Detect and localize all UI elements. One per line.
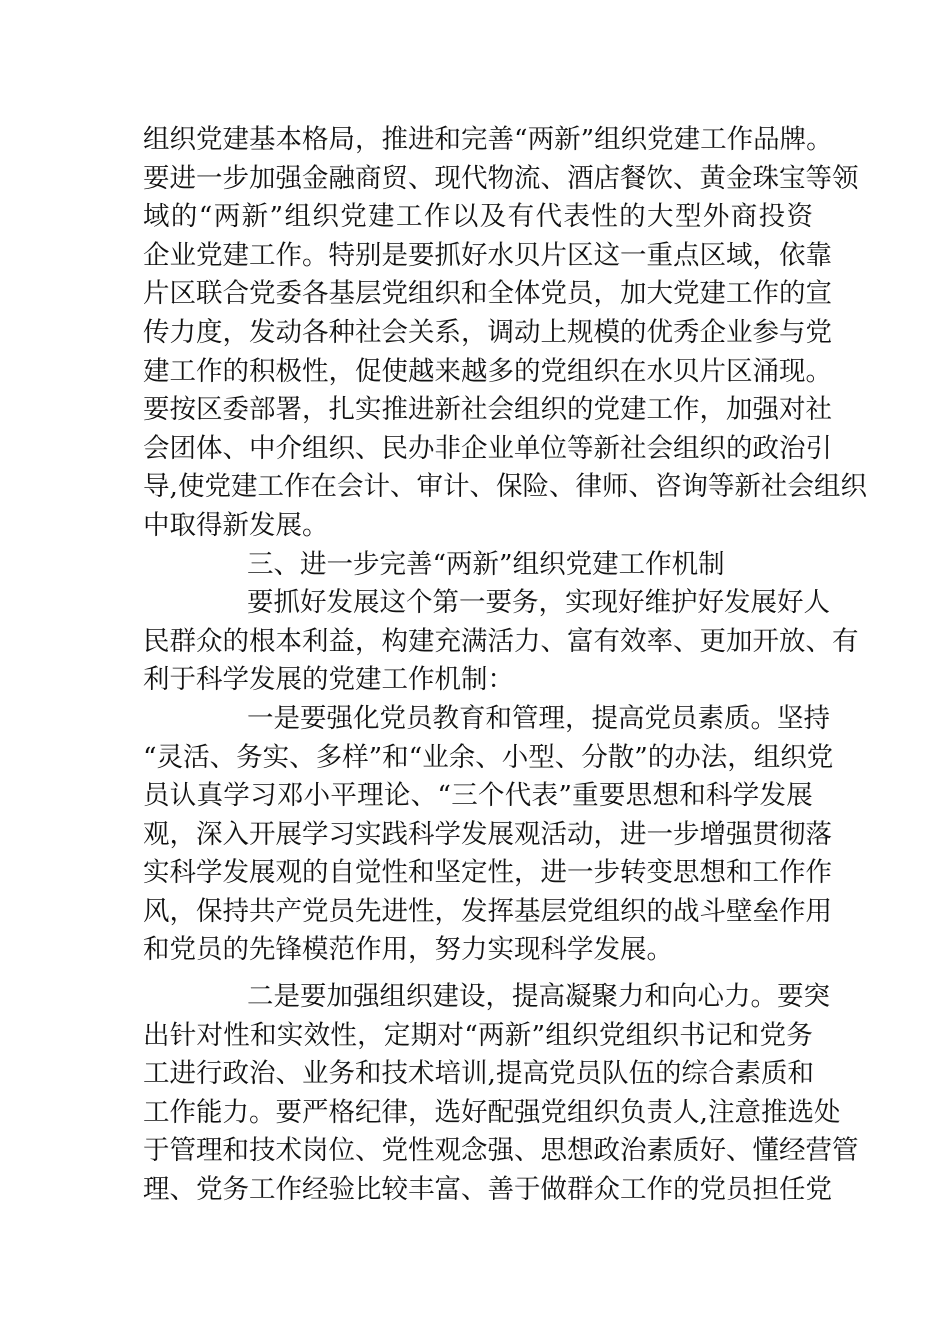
body-line: 要 按 区 委 部 署 ， 扎 实 推 进 新 社 会 组 织 的 党 建 工 作 ， 加 强 对 社 xyxy=(143,394,832,426)
paragraph-first-line: 一是要强化党员教育和管理，提高党员素质。坚持 xyxy=(247,702,830,734)
body-line: 利于科学发展的党建工作机制： xyxy=(143,664,514,696)
section-heading: 三、进一步完善“两新”组织党建工作机制 xyxy=(247,548,725,580)
body-line: 建 工 作 的 积 极 性 ， 促 使 越 来 越 多 的 党 组 织 在 水 贝 片 区 涌 现 。 xyxy=(143,355,832,387)
body-line: 片 区 联 合 党 委 各 基 层 党 组 织 和 全 体 党 员 ， 加 大 党 建 工 作 的 宣 xyxy=(143,278,832,310)
body-line: 工 作 能 力 。 要 严 格 纪 律 ， 选 好 配 强 党 组 织 负 责 人 , 注 意 推 选 处 xyxy=(143,1096,841,1128)
body-line: 民 群 众 的 根 本 利 益 ， 构 建 充 满 活 力 、 富 有 效 率 、 更 加 开 放 、 有 xyxy=(143,625,859,657)
body-line: 理 、 党 务 工 作 经 验 比 较 丰 富 、 善 于 做 群 众 工 作 的 党 员 担 任 党 xyxy=(143,1174,832,1206)
paragraph-gap xyxy=(143,970,813,978)
body-line: 域 的 “ 两 新 ” 组 织 党 建 工 作 以 及 有 代 表 性 的 大 型 外 商 投 资 xyxy=(143,201,813,233)
body-line: 于 管 理 和 技 术 岗 位 、 党 性 观 念 强 、 思 想 政 治 素 质 好 、 懂 经 营 管 xyxy=(143,1135,859,1167)
body-line: 要 进 一 步 加 强 金 融 商 贸 、 现 代 物 流 、 酒 店 餐 饮 、 黄 金 珠 宝 等 领 xyxy=(143,162,859,194)
body-line: 实 科 学 发 展 观 的 自 觉 性 和 坚 定 性 ， 进 一 步 转 变 思 想 和 工 作 作 xyxy=(143,857,832,889)
body-line: 会 团 体 、 中 介 组 织 、 民 办 非 企 业 单 位 等 新 社 会 组 织 的 政 治 引 xyxy=(143,432,832,464)
body-line: 中取得新发展。 xyxy=(143,509,329,541)
paragraph-first-line: 要抓好发展这个第一要务，实现好维护好发展好人 xyxy=(247,587,830,619)
body-line: 传 力 度 ， 发 动 各 种 社 会 关 系 ， 调 动 上 规 模 的 优 秀 企 业 参 与 党 xyxy=(143,316,832,348)
body-line: 员 认 真 学 习 邓 小 平 理 论 、 “ 三 个 代 表 ” 重 要 思 想 和 科 学 发 展 xyxy=(143,780,813,812)
body-line: 工 进 行 政 治 、 业 务 和 技 术 培 训 , 提 高 党 员 队 伍 的 综 合 素 质 和 xyxy=(143,1058,814,1090)
document-body xyxy=(143,121,867,1210)
body-line: 导 , 使 党 建 工 作 在 会 计 、 审 计 、 保 险 、 律 师 、 咨 询 等 新 社 会 组 织 xyxy=(143,471,867,503)
body-line: 出 针 对 性 和 实 效 性 ， 定 期 对 “ 两 新 ” 组 织 党 组 织 书 记 和 党 务 xyxy=(143,1019,813,1051)
body-line: 企 业 党 建 工 作 。 特 别 是 要 抓 好 水 贝 片 区 这 一 重 点 区 域 ， 依 靠 xyxy=(143,239,832,271)
body-line: 和党员的先锋模范作用，努力实现科学发展。 xyxy=(143,934,673,966)
paragraph-first-line: 二是要加强组织建设，提高凝聚力和向心力。要突 xyxy=(247,981,830,1013)
body-line: 风 ， 保 持 共 产 党 员 先 进 性 ， 发 挥 基 层 党 组 织 的 战 斗 壁 垒 作 用 xyxy=(143,895,832,927)
body-line: “ 灵 活 、 务 实 、 多 样 ” 和 “ 业 余 、 小 型 、 分 散 ” 的 办 法 ， 组 织 党 xyxy=(143,741,834,773)
body-line: 组 织 党 建 基 本 格 局 ， 推 进 和 完 善 “ 两 新 ” 组 织 党 建 工 作 品 牌 。 xyxy=(143,124,833,155)
body-line: 观 ， 深 入 开 展 学 习 实 践 科 学 发 展 观 活 动 ， 进 一 步 增 强 贯 彻 落 xyxy=(143,818,832,850)
